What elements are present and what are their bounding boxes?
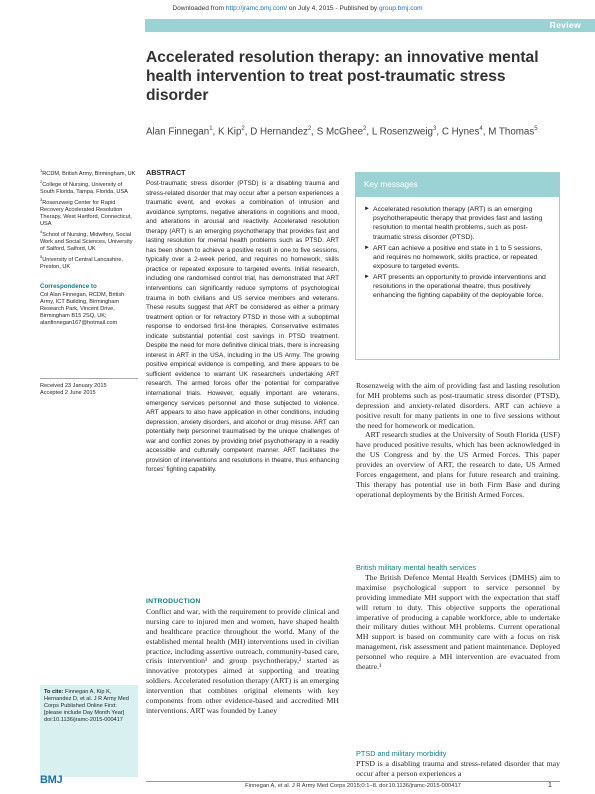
key-message-text: ART presents an opportunity to provide interventions and resolutions in the operational theatre, thus positively enhancing the fighting capability of the deployable force. bbox=[373, 274, 546, 300]
affiliation-number: 4 bbox=[40, 229, 43, 235]
affiliation-text: College of Nursing, University of South Florida, Tampa, Florida, USA bbox=[40, 181, 128, 195]
author-name: S McGhee bbox=[316, 126, 364, 138]
affiliation-text: RCDM, British Army, Birmingham, UK bbox=[42, 170, 136, 177]
correspondence-heading: Correspondence to bbox=[40, 283, 97, 290]
cite-text: Finnegan A, Kip K, Hernandez D, et al. J R Army Med Corps Published Online First: [please include Day Month Year] doi:10.1136/jramc-2015-000417 bbox=[44, 689, 129, 724]
key-message-text: ART can achieve a positive end state in 1 to 5 sessions, and requires no homework, skills practice, or repeated exposure to targeted events. bbox=[373, 244, 543, 271]
affiliation-item bbox=[40, 228, 138, 253]
dates-divider bbox=[40, 378, 138, 379]
author-name: M Thomas bbox=[488, 126, 535, 138]
download-prefix: Downloaded from bbox=[172, 5, 226, 12]
correspondence-address: Col Alan Finnegan, RCDM, British Army, ICT Building, Birmingham Research Park, Vincent Drive, Birmingham B15 2SQ, UK; alanfinnegan167@hotmail.com bbox=[40, 292, 125, 327]
bullet-arrow-icon: ► bbox=[364, 206, 370, 212]
section-band bbox=[145, 19, 595, 32]
body-paragraph: ART research studies at the University of South Florida (USF) have produced positive results, which has been acknowledged in the US Congress and by the US Armed Forces. This paper provides an overview of ART, the research to date, US Armed Forces engagement, and plans for future research and training. This therapy has potential use in both Firm Base and during operational deployments by the British Armed Forces. bbox=[356, 430, 560, 499]
author-name: C Hynes bbox=[441, 126, 480, 138]
affiliation-item bbox=[40, 253, 138, 271]
body-paragraph: Conflict and war, with the requirement to provide clinical and nursing care to injured men and women, have shaped health and healthcare practice throughout the world. Many of the established mental health (MH) interventions used in civilian practice, including assertive outreach, community-based care, crisis intervention¹ and group psychotherapy,² started as innovative prototypes aimed at supporting and treating soldiers. Accelerated resolution therapy (ART) is an emerging intervention that combines original elements with key components from other evidence-based and accredited MH interventions. ART was founded by Laney bbox=[146, 607, 339, 715]
body-paragraph: PTSD is a disabling trauma and stress-related disorder that may occur after a person experiences a bbox=[356, 759, 560, 778]
affiliation-number: 3 bbox=[40, 197, 43, 202]
bmj-logo: BMJ bbox=[40, 774, 63, 786]
bullet-arrow-icon: ► bbox=[364, 274, 370, 281]
body-paragraph: The British Defence Mental Health Services (DMHS) aim to maximise psychological support to service personnel by providing immediate MH support with the expectation that staff will return to duty. This objective supports the operational imperative of producing a capable workforce, able to undertake their military duties without MH problems. Current operational MH support is based on community care with a focus on risk management, risk assessment and patient maintenance. Deployed personnel who require a MH intervention are evacuated from theatre.³ bbox=[356, 573, 560, 671]
section-heading-ptsd: PTSD and military morbidity bbox=[356, 749, 447, 758]
bullet-arrow-icon: ► bbox=[364, 244, 370, 251]
received-date: Received 23 January 2015 bbox=[40, 383, 107, 389]
author-affiliation-number: 2 bbox=[363, 126, 367, 132]
author-affiliation-number: 5 bbox=[534, 126, 538, 132]
affiliation-item bbox=[40, 167, 138, 178]
abstract-heading: ABSTRACT bbox=[146, 168, 186, 177]
key-message-item bbox=[364, 273, 551, 301]
accepted-date: Accepted 2 June 2015 bbox=[40, 390, 96, 397]
section-heading-military-mh: British military mental health services bbox=[356, 563, 477, 572]
author-affiliation-number: 1 bbox=[209, 126, 213, 132]
affiliations bbox=[40, 167, 138, 271]
download-mid: on July 4, 2015 - Published by bbox=[287, 5, 380, 12]
affiliation-text: University of Central Lancashire, Preston, UK bbox=[40, 257, 124, 271]
publisher-link[interactable]: group.bmj.com bbox=[379, 5, 423, 12]
affiliation-text: Rosenzweig Center for Rapid Recovery Accelerated Resolution Therapy, West Hartford, Connecticut, USA bbox=[40, 199, 132, 228]
affiliation-number: 5 bbox=[40, 254, 43, 260]
author-name: L Rosenzweig bbox=[371, 126, 434, 138]
section-heading-introduction: INTRODUCTION bbox=[146, 598, 201, 605]
key-messages-box bbox=[355, 172, 560, 360]
section-label: Review bbox=[549, 20, 581, 30]
footer-citation: Finnegan A, et al. J R Army Med Corps 2015;0:1–8. doi:10.1136/jramc-2015-000417 bbox=[245, 783, 461, 789]
key-message-item bbox=[364, 244, 551, 272]
key-message-text: Accelerated resolution therapy (ART) is an emerging psychotherapeutic therapy that provides fast and lasting resolution to mental health problems, such as post-traumatic stress disorder (PTSD). bbox=[373, 206, 543, 241]
affiliation-item bbox=[40, 196, 138, 228]
key-message-item bbox=[364, 205, 551, 242]
key-messages-heading: Key messages bbox=[356, 173, 559, 197]
author-affiliation-number: 3 bbox=[433, 126, 437, 132]
body-paragraph: Rosenzweig with the aim of providing fast and lasting resolution for MH problems such as post-traumatic stress disorder (PTSD), depression and anxiety-related disorders. ART can achieve a positive result for many patients in one to five sessions without the need for homework or medication. bbox=[356, 381, 560, 430]
author-affiliation-number: 4 bbox=[479, 126, 483, 132]
abstract-text: Post-traumatic stress disorder (PTSD) is a disabling trauma and stress-related disorder that may occur after a person experiences a traumatic event, and evokes a combination of intrusion and avoidance symptoms, negative alterations in cognitions and mood, and alterations in arousal and reactivity. Accelerated resolution therapy (ART) is an emerging psychotherapy that provides fast and lasting resolution for mental health problems such as PTSD. ART has been shown to achieve a positive result in one to five sessions, typically over a 2-week period, and requires no homework, skills practice or repeated exposure to targeted events. Initial research, including one randomised control trial, has demonstrated that ART interventions can significantly reduce symptoms of psychological trauma in both civilians and US service members and veterans. These results suggest that ART be considered as either a primary treatment option or for refractory PTSD in those with a suboptimal response to endorsed first-line therapies. Conservative estimates indicate substantial potential cost savings in PTSD treatment. Despite the need for more definitive clinical trials, there is increasing interest in ART in the USA, including in the US Army. The growing positive empirical evidence is compelling, and there appears to be sufficient evidence to warrant UK researchers undertaking ART research. The armed forces offer the potential for comparative international trials. However, equally important are veterans, emergency services personnel and those subjected to violence. ART appears to also have application in other conditions, including depression, anxiety disorders, and alcohol or drug misuse. ART can potentially help personnel traumatised by the unique challenges of war and conflict zones by providing brief psychotherapy in a readily accessible and culturally competent manner. ART facilitates the provision of interventions and resolutions in theatre, thus enhancing forces' fighting capability. bbox=[146, 180, 339, 474]
citation-box bbox=[40, 685, 138, 777]
body-column-2-top bbox=[356, 381, 560, 500]
affiliation-number: 2 bbox=[40, 178, 43, 184]
author-name: K Kip bbox=[217, 126, 242, 138]
affiliation-item bbox=[40, 178, 138, 196]
cite-label: To cite: bbox=[44, 689, 64, 695]
author-affiliation-number: 2 bbox=[307, 126, 312, 132]
affiliation-number: 1 bbox=[40, 168, 43, 173]
article-title: Accelerated resolution therapy: an innovative mental health intervention to treat post-traumatic stress disorder bbox=[146, 49, 539, 104]
affiliation-text: School of Nursing, Midwifery, Social Work and Social Sciences, University of Salford, Salford, UK bbox=[40, 232, 133, 253]
page-number: 1 bbox=[548, 782, 552, 789]
journal-link[interactable]: http://jramc.bmj.com/ bbox=[225, 5, 288, 12]
author-name: D Hernandez bbox=[250, 126, 308, 138]
author-affiliation-number: 2 bbox=[241, 126, 245, 132]
key-messages-list bbox=[356, 197, 559, 301]
download-notice bbox=[0, 5, 595, 12]
article-dates bbox=[40, 383, 138, 397]
footer-divider bbox=[146, 781, 560, 782]
author-list: Alan Finnegan$^1$, K Kip$^2$, D Hernandez$^2$, S McGhee$^2$, L Rosenzweig$^3$, C Hynes$^4$, M Thomas$^5$ bbox=[146, 126, 538, 138]
author-name: Alan Finnegan bbox=[146, 126, 210, 138]
